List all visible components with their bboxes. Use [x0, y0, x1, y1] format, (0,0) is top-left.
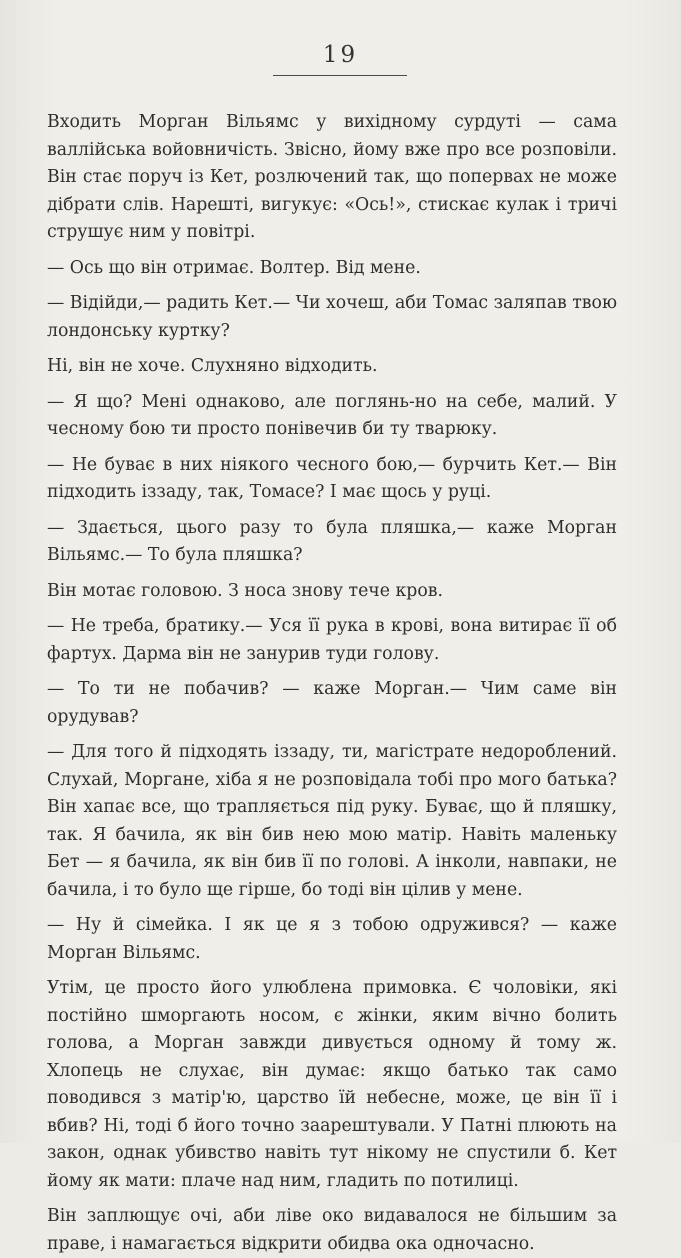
paragraph: — Не треба, братику.— Уся її рука в крові, вона витирає її об фартух. Дарма він не занурив туди голову. — [47, 616, 617, 664]
header-rule — [273, 75, 407, 76]
paragraph: — Ну й сімейка. І як це я з тобою одружився? — каже Морган Вільямс. — [47, 915, 617, 963]
paragraph: Він заплющує очі, аби ліве око видавалося не більшим за праве, і намагається відкрити обидва ока одночасно. — [47, 1206, 617, 1254]
paragraph: — Відійди,— радить Кет.— Чи хочеш, аби Томас заляпав твою лондонську куртку? — [47, 293, 617, 341]
paragraph: — Я що? Мені однаково, але поглянь-но на себе, малий. У чесному бою ти просто понівечив би ту тварюку. — [47, 391, 617, 439]
paragraph: — Не буває в них ніякого чесного бою,— бурчить Кет.— Він підходить іззаду, так, Томасе? І має щось у руці. — [47, 454, 617, 502]
paragraph: — Ось що він отримає. Волтер. Від мене. — [47, 257, 421, 278]
paragraph: — То ти не побачив? — каже Морган.— Чим саме він орудував? — [47, 679, 617, 727]
paragraph: Ні, він не хоче. Слухняно відходить. — [47, 356, 378, 376]
paragraph: Утім, це просто його улюблена примовка. Є чоловіки, які постійно шморгають носом, є жінки, яким вічно болить голова, а Морган завжди дивується одному й тому ж. Хлопець не слухає, він думає: якщо батько так само поводився з матір'ю, царство їй небесне, може, це він її і вбив? Ні, тоді б його точно заарештували. У Патні плюють на закон, однак убивство навіть тут нікому не спустили б. Кет йому як мати: плаче над ним, гладить по потилиці. — [47, 978, 617, 1191]
paragraph: Він мотає головою. З носа знову тече кров. — [47, 580, 443, 601]
paragraph: — Здається, цього разу то була пляшка,— каже Морган Вільямс.— То була пляшка? — [47, 517, 617, 565]
body-text — [47, 109, 617, 1258]
page-number: 19 — [322, 42, 359, 68]
paragraph: — Для того й підходять іззаду, ти, магістрате недороблений. Слухай, Моргане, хіба я не розповідала тобі про мого батька? Він хапає все, що трапляється під руку. Буває, що й пляшку, так. Я бачила, як він бив нею мою матір. Навіть маленьку Бет — я бачила, як він бив її по голові. А інколи, навпаки, не бачила, і то було ще гірше, бо тоді він цілив у мене. — [47, 742, 617, 900]
paragraph: Входить Морган Вільямс у вихідному сурдуті — сама валлійська войовничість. Звісно, йому вже про все розповіли. Він стає поруч із Кет, розлючений так, що поперваx не може дібрати слів. Нарешті, вигукує: «Ось!», стискає кулак і тричі струшує ним у повітрі. — [47, 112, 617, 242]
